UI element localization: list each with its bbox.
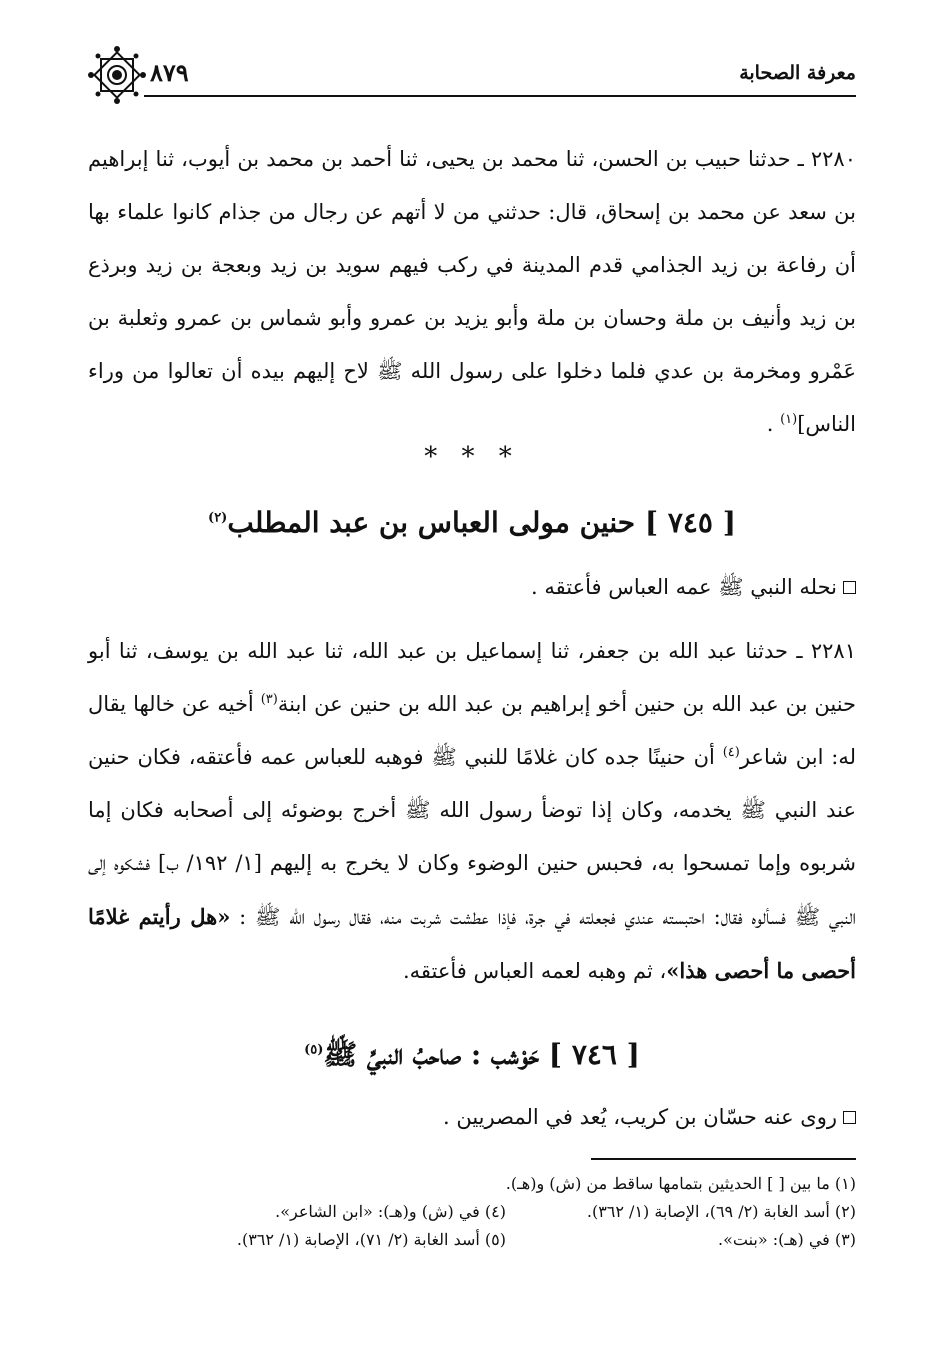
square-bullet-icon bbox=[843, 1111, 856, 1124]
hadith-2280-end: . bbox=[766, 412, 781, 436]
footnote-3 bbox=[718, 1226, 856, 1254]
footnote-text: في (ش) و(هـ): «ابن الشاعر». bbox=[275, 1202, 480, 1221]
page-number: ٨٧٩ bbox=[150, 58, 189, 87]
entry-heading-745 bbox=[88, 506, 856, 539]
hadith-2281-quote: «هل رأيتم غلامًا أحصى ما أحصى هذا» bbox=[88, 904, 856, 983]
footnote-5 bbox=[237, 1226, 506, 1254]
footnote-1 bbox=[506, 1170, 856, 1198]
footnote-number: (٤) bbox=[484, 1202, 506, 1221]
footnote-line-2 bbox=[88, 1198, 856, 1226]
footnote-2 bbox=[587, 1198, 856, 1226]
entry-note-745-text: نحله النبي ﷺ عمه العباس فأعتقه . bbox=[531, 575, 837, 599]
footnote-number: (١) bbox=[834, 1174, 856, 1193]
square-bullet-icon bbox=[843, 581, 856, 594]
hadith-2281 bbox=[88, 625, 856, 998]
footnote-ref-1: (١) bbox=[780, 412, 798, 427]
hadith-2281-part2: أخيه عن خالها يقال له: ابن شاعر bbox=[88, 692, 856, 769]
hadith-2281-part3: أن حنينًا جده كان غلامًا للنبي ﷺ فوهبه للعباس عمه فأعتقه، فكان حنين عند النبي ﷺ يخدمه، وكان إذا توضأ رسول الله ﷺ أخرج بوضوئه إلى أصحابه فكان إما شربوه وإما تمسحوا به، فحبس حنين الوضوء وكان لا يخرج به إليهم [١/ ١٩٢/ ب] فشكوه إلى النبي ﷺ فسألوه فقال: احتبسته عندي فجعلته في جرة، فإذا عطشت شربت منه، فقال رسول الله ﷺ : bbox=[88, 745, 856, 929]
header-rule bbox=[144, 95, 856, 97]
hadith-2281-part4: ، ثم وهبه لعمه العباس فأعتقه. bbox=[402, 959, 667, 983]
footnotes bbox=[88, 1170, 856, 1254]
entry-heading-746 bbox=[88, 1038, 856, 1078]
footnote-number: (٢) bbox=[834, 1202, 856, 1221]
footnote-rule bbox=[591, 1158, 856, 1160]
footnote-ref-3: (٣) bbox=[260, 692, 278, 707]
entry-note-745 bbox=[88, 574, 856, 605]
footnote-line-3 bbox=[88, 1226, 856, 1254]
book-title: معرفة الصحابة bbox=[739, 62, 856, 84]
entry-heading-746-text: [ ٧٤٦ ] حَوْشب : صاحبُ النبيِّ ﷺ bbox=[323, 1038, 640, 1071]
hadith-2280 bbox=[88, 133, 856, 451]
page-ornament-icon bbox=[88, 46, 146, 104]
entry-note-746 bbox=[88, 1105, 856, 1129]
footnote-line-1 bbox=[88, 1170, 856, 1198]
footnote-text: في (هـ): «بنت». bbox=[718, 1230, 830, 1249]
footnote-ref-5: (٥) bbox=[304, 1042, 324, 1058]
footnote-text: أسد الغابة (٢/ ٧١)، الإصابة (١/ ٣٦٢). bbox=[236, 1230, 480, 1249]
hadith-2280-text: ٢٢٨٠ ـ حدثنا حبيب بن الحسن، ثنا محمد بن يحيى، ثنا أحمد بن محمد بن أيوب، ثنا إبراهيم بن سعد عن محمد بن إسحاق، قال: حدثني من لا أتهم عن رجال من جذام كانوا علماء بها أن رفاعة بن زيد الجذامي قدم المدينة في ركب فيهم سويد بن زيد وبعجة بن زيد وبرذع بن زيد وأنيف بن ملة وحسان بن ملة وأبو يزيد بن عمرو وأبو شماس بن عمرو وثعلبة بن عَمْرو ومخرمة بن عدي فلما دخلوا على رسول الله ﷺ لاح إليهم بيده أن تعالوا من وراء الناس] bbox=[88, 147, 856, 436]
footnote-number: (٣) bbox=[834, 1230, 856, 1249]
footnote-text: أسد الغابة (٢/ ٦٩)، الإصابة (١/ ٣٦٢). bbox=[586, 1202, 830, 1221]
entry-note-746-text: روى عنه حسّان بن كريب، يُعد في المصريين . bbox=[443, 1105, 837, 1129]
hadith-2281-part1: ٢٢٨١ ـ حدثنا عبد الله بن جعفر، ثنا إسماعيل بن عبد الله، ثنا عبد الله بن يوسف، ثنا أبو حنين بن عبد الله بن حنين أخو إبراهيم بن عبد الله بن حنين عن ابنة bbox=[88, 639, 857, 716]
footnote-ref-4: (٤) bbox=[722, 745, 740, 760]
footnote-text: ما بين [ ] الحديثين بتمامها ساقط من (ش) و(هـ). bbox=[505, 1174, 830, 1193]
footnote-ref-2: (٢) bbox=[208, 510, 228, 526]
footnote-4 bbox=[275, 1198, 506, 1226]
footnote-number: (٥) bbox=[484, 1230, 506, 1249]
entry-heading-745-text: [ ٧٤٥ ] حنين مولى العباس بن عبد المطلب bbox=[227, 506, 736, 539]
running-header bbox=[88, 52, 856, 96]
section-separator: * * * bbox=[424, 442, 520, 472]
